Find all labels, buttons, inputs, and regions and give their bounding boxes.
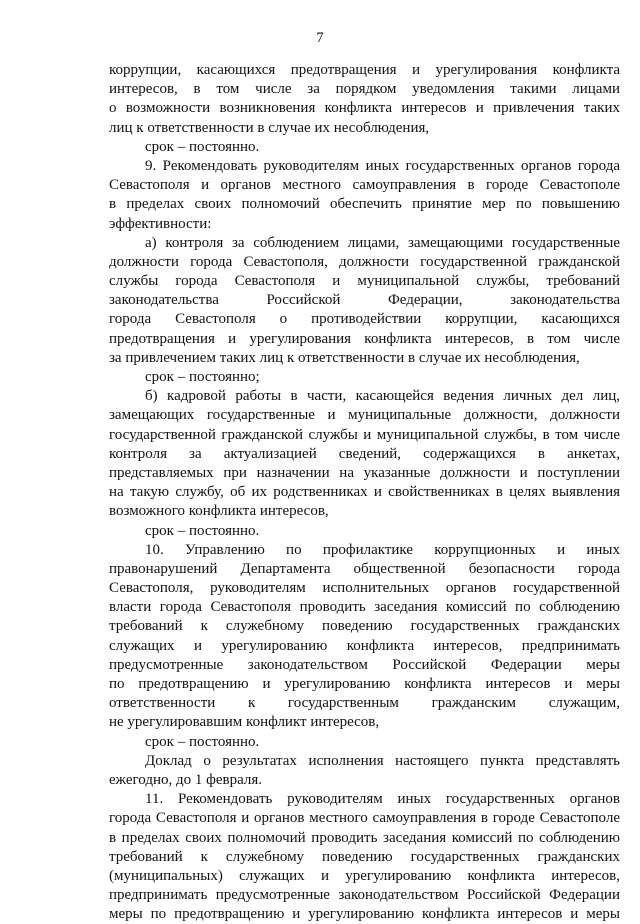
text-line: лиц к ответственности в случае их несоблюдения, <box>109 119 430 136</box>
text-line: требований к служебному поведению государственных гражданских <box>109 618 620 635</box>
text-line: по предотвращению и урегулированию конфликта интересов и меры <box>109 676 620 692</box>
text-line: предотвращения и урегулирования конфликта интересов, в том числе <box>109 330 620 347</box>
text-line: замещающих государственные и муниципальные должности, должности <box>109 407 620 424</box>
text-line: требований к служебному поведению государственных гражданских <box>109 848 620 865</box>
text-line: возможного конфликта интересов, <box>109 503 329 520</box>
text-line: службы города Севастополя и муниципальной службы, требований <box>109 273 620 290</box>
document-body <box>109 61 620 924</box>
text-line: на такую службу, об их родственниках и свойственниках в целях выявления <box>109 484 620 501</box>
text-line: Севастополя, руководителям исполнительных органов государственной <box>109 580 620 597</box>
text-line: в пределах своих полномочий проводить заседания комиссий по соблюдению <box>109 829 620 846</box>
text-line: меры по предотвращению и урегулированию конфликта интересов и меры <box>109 906 620 923</box>
text-line: коррупции, касающихся предотвращения и урегулирования конфликта <box>109 62 620 78</box>
text-line: 9. Рекомендовать руководителям иных государственных органов города <box>145 157 620 174</box>
text-line: 10. Управлению по профилактике коррупционных и иных <box>145 541 620 558</box>
text-line: города Севастополя и органов местного самоуправления в городе Севастополе <box>109 810 620 827</box>
text-line: Доклад о результатах исполнения настоящего пункта представлять <box>145 752 620 769</box>
text-line: Севастополя и органов местного самоуправления в городе Севастополе <box>109 177 620 194</box>
text-line: 11. Рекомендовать руководителям иных государственных органов <box>145 791 620 808</box>
text-line: ежегодно, до 1 февраля. <box>109 771 263 788</box>
text-line: за привлечением таких лиц к ответственности в случае их несоблюдения, <box>109 349 580 366</box>
text-line: города Севастополя о противодействии коррупции, касающихся <box>109 311 620 328</box>
text-line: должности города Севастополя, должности государственной гражданской <box>109 253 620 270</box>
text-line: а) контроля за соблюдением лицами, замещающими государственные <box>145 234 620 251</box>
text-line: ответственности к государственным гражданским служащим, <box>109 695 620 712</box>
text-line: предусмотренные законодательством Российской Федерации меры <box>109 656 620 673</box>
text-line: предпринимать предусмотренные законодательством Российской Федерации <box>109 887 620 904</box>
text-line: власти города Севастополя проводить заседания комиссий по соблюдению <box>109 599 620 616</box>
text-line: б) кадровой работы в части, касающейся ведения личных дел лиц, <box>145 388 620 405</box>
text-line: эффективности: <box>109 215 212 232</box>
text-line: контроля за актуализацией сведений, содержащихся в анкетах, <box>109 445 620 462</box>
text-line: срок – постоянно; <box>145 369 260 385</box>
text-line: государственной гражданской службы и муниципальной службы, в том числе <box>109 426 620 443</box>
text-line: интересов, в том числе за порядком уведомления такими лицами <box>109 81 620 98</box>
text-line: служащих и урегулированию конфликта интересов, предпринимать <box>109 637 620 654</box>
text-line: срок – постоянно. <box>145 733 260 750</box>
text-line: о возможности возникновения конфликта интересов и привлечения таких <box>109 100 620 117</box>
page-number: 7 <box>316 30 324 46</box>
text-line: в пределах своих полномочий обеспечить принятие мер по повышению <box>109 196 620 213</box>
text-line: правонарушений Департамента общественной безопасности города <box>109 560 620 577</box>
text-line: (муниципальных) служащих и урегулированию конфликта интересов, <box>109 867 620 884</box>
text-line: срок – постоянно. <box>145 522 260 539</box>
text-line: законодательства Российской Федерации, законодательства <box>109 292 620 309</box>
text-line: не урегулировавшим конфликт интересов, <box>109 714 380 731</box>
text-line: представляемых при назначении на указанные должности и поступлении <box>109 464 620 481</box>
text-line: срок – постоянно. <box>145 138 260 155</box>
